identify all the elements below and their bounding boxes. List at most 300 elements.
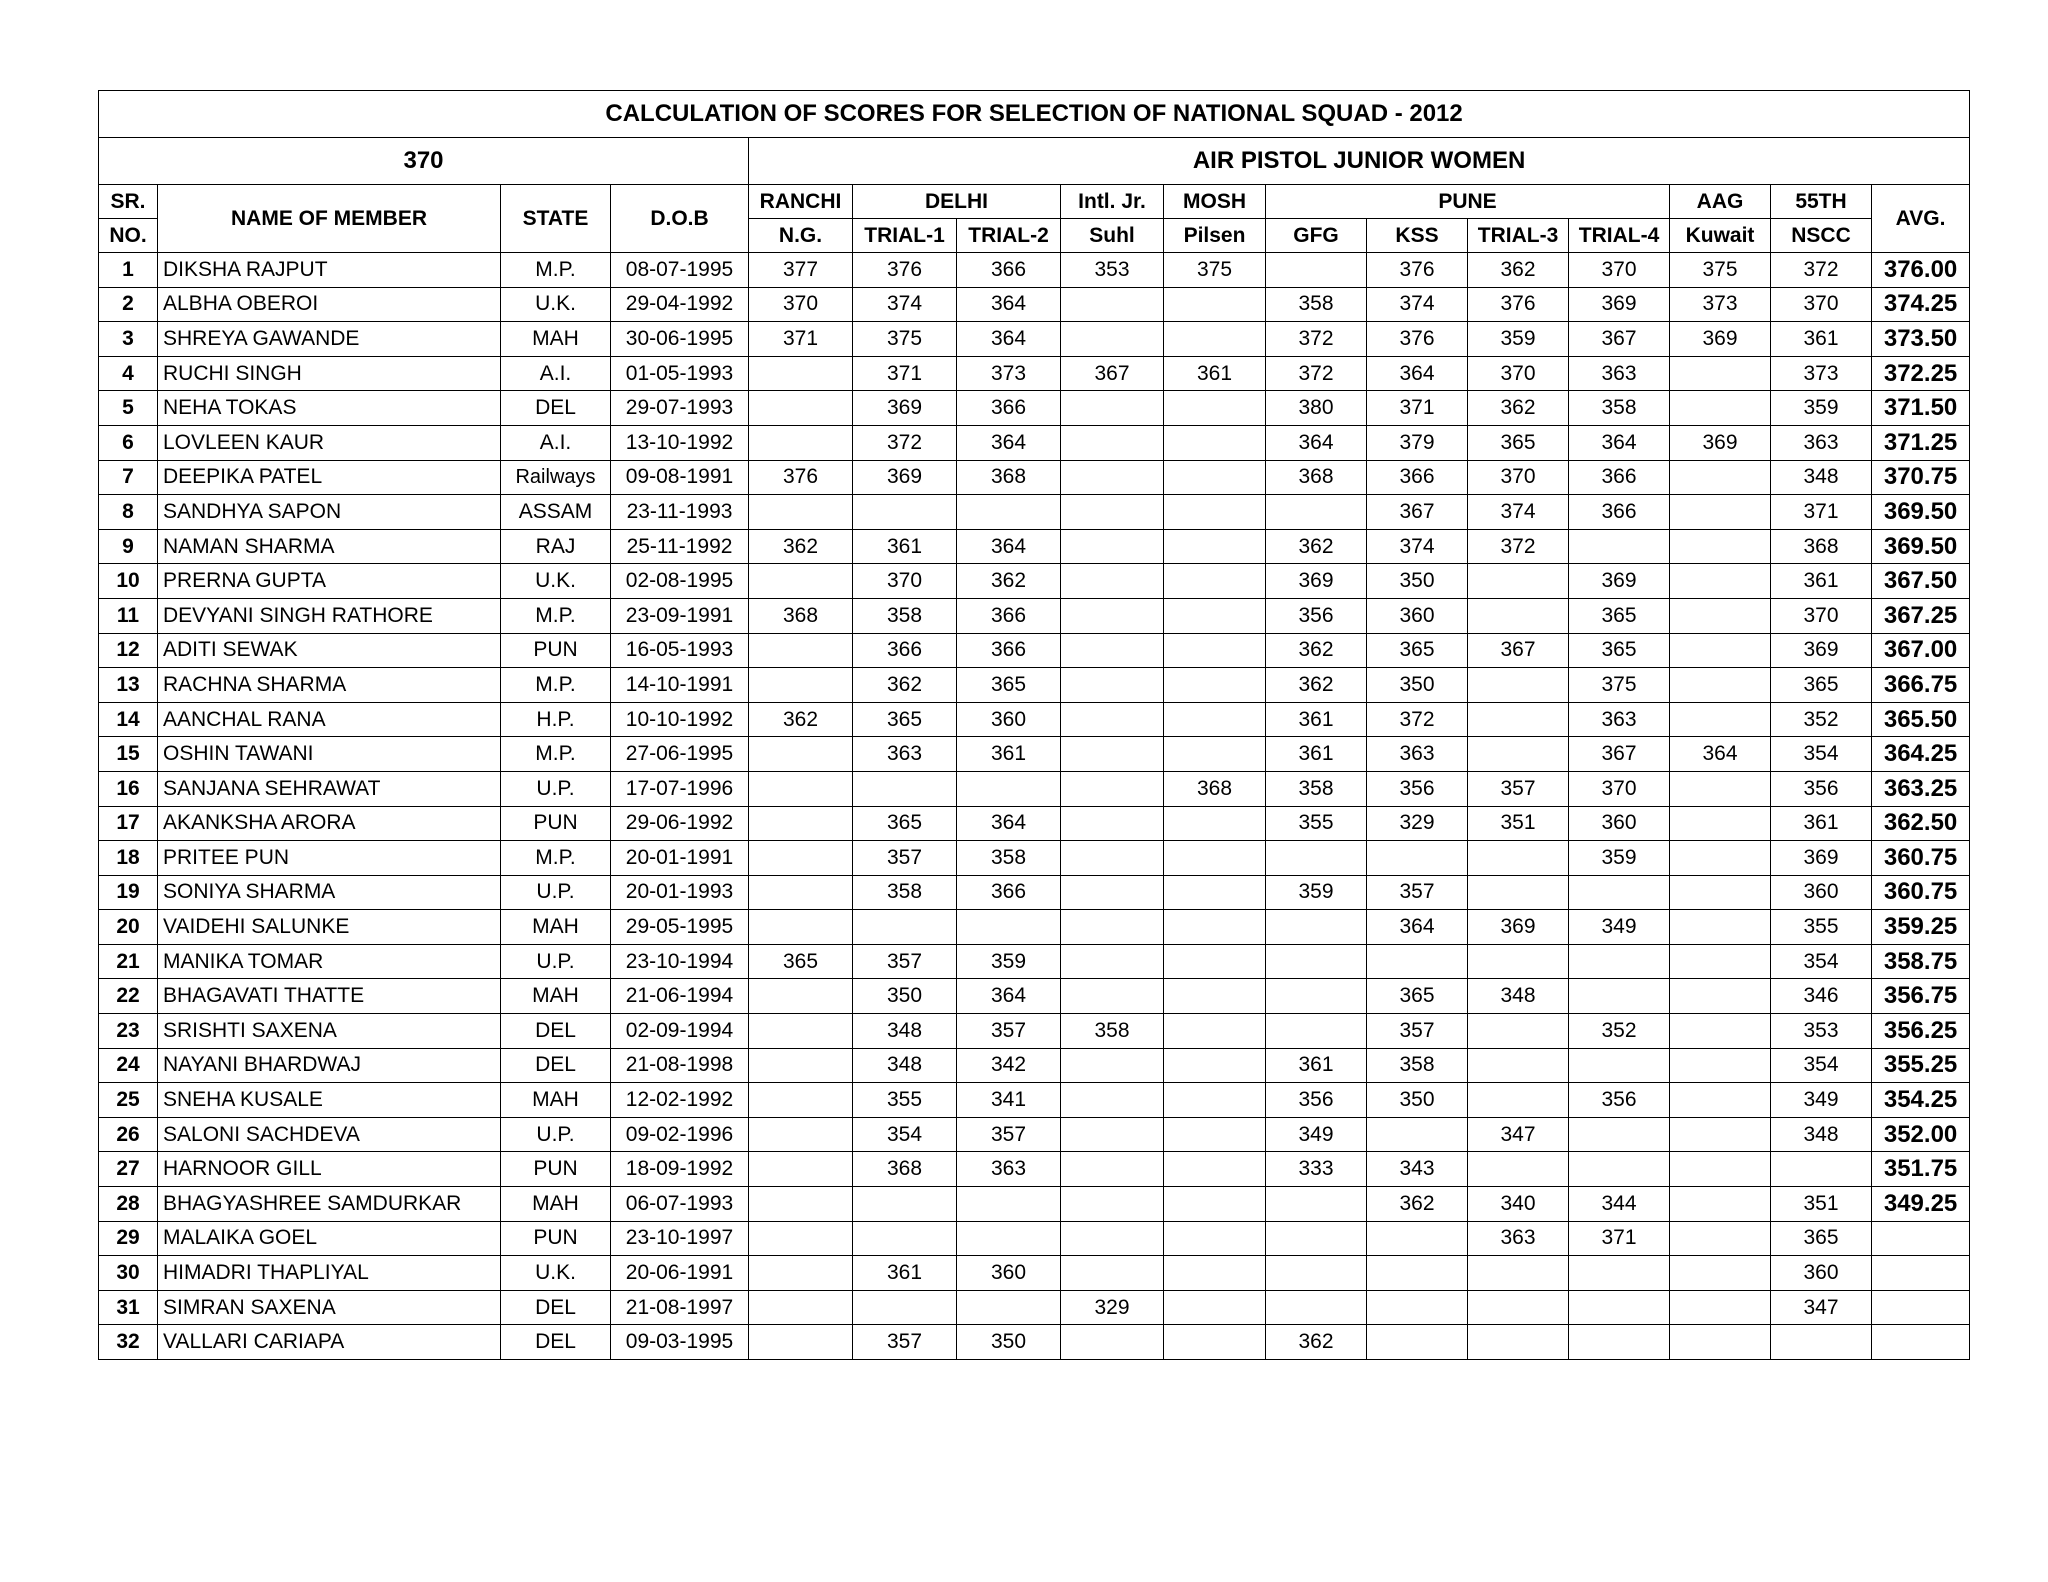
dob-cell: 29-07-1993 [611,391,749,426]
trial-3-score [1468,1152,1569,1187]
average-score: 369.50 [1872,529,1970,564]
dob-cell: 30-06-1995 [611,322,749,357]
table-row [99,529,1970,564]
nscc-score: 370 [1771,598,1872,633]
gfg-score: 362 [1266,1325,1367,1360]
pilsen-score [1164,1152,1266,1187]
nscc-score: 355 [1771,910,1872,945]
kss-score [1367,1290,1468,1325]
average-score: 351.75 [1872,1152,1970,1187]
kuwait-score [1670,979,1771,1014]
sr-cell: 24 [99,1048,158,1083]
pilsen-score [1164,875,1266,910]
kuwait-score [1670,1290,1771,1325]
trial-2-score: 341 [957,1083,1061,1118]
table-row [99,1048,1970,1083]
trial-1-score: 369 [853,391,957,426]
trial-2-score: 373 [957,356,1061,391]
gfg-score [1266,841,1367,876]
trial-1-score [853,1187,957,1222]
dob-cell: 02-09-1994 [611,1014,749,1049]
trial-2-score: 366 [957,598,1061,633]
kuwait-score: 369 [1670,425,1771,460]
trial-3-score [1468,737,1569,772]
member-name: AANCHAL RANA [158,702,501,737]
average-score [1872,1290,1970,1325]
kss-score: 379 [1367,425,1468,460]
trial-3-score: 370 [1468,356,1569,391]
trial-4-score [1569,875,1670,910]
average-score: 370.75 [1872,460,1970,495]
sr-cell: 12 [99,633,158,668]
trial-4-score: 367 [1569,322,1670,357]
member-name: RACHNA SHARMA [158,668,501,703]
trial-1-score: 376 [853,253,957,288]
gfg-score: 355 [1266,806,1367,841]
sr-cell: 8 [99,495,158,530]
header-aag: AAG [1670,185,1771,219]
pilsen-score [1164,495,1266,530]
pilsen-score [1164,391,1266,426]
table-row [99,1152,1970,1187]
member-name: SALONI SACHDEVA [158,1117,501,1152]
trial-1-score [853,771,957,806]
trial-3-score: 376 [1468,287,1569,322]
trial-1-score: 350 [853,979,957,1014]
trial-3-score: 362 [1468,253,1569,288]
suhl-score [1061,1083,1164,1118]
table-row [99,771,1970,806]
dob-cell: 06-07-1993 [611,1187,749,1222]
kuwait-score [1670,460,1771,495]
dob-cell: 23-11-1993 [611,495,749,530]
kuwait-score [1670,668,1771,703]
ranchi-ng-score [749,391,853,426]
average-score: 371.50 [1872,391,1970,426]
pilsen-score [1164,841,1266,876]
trial-4-score: 344 [1569,1187,1670,1222]
trial-2-score: 357 [957,1117,1061,1152]
kss-score [1367,1256,1468,1291]
average-score: 367.25 [1872,598,1970,633]
trial-3-score: 359 [1468,322,1569,357]
pilsen-score [1164,322,1266,357]
state-cell: DEL [501,391,611,426]
trial-1-score: 355 [853,1083,957,1118]
table-row [99,806,1970,841]
kss-score: 363 [1367,737,1468,772]
trial-2-score: 364 [957,529,1061,564]
dob-cell: 23-09-1991 [611,598,749,633]
kss-score: 360 [1367,598,1468,633]
state-cell: DEL [501,1014,611,1049]
table-row [99,668,1970,703]
suhl-score [1061,1187,1164,1222]
nscc-score [1771,1325,1872,1360]
member-name: DEEPIKA PATEL [158,460,501,495]
trial-1-score: 363 [853,737,957,772]
member-name: BHAGAVATI THATTE [158,979,501,1014]
trial-1-score: 365 [853,702,957,737]
sr-cell: 1 [99,253,158,288]
suhl-score [1061,944,1164,979]
trial-4-score: 365 [1569,633,1670,668]
kss-score [1367,841,1468,876]
sr-cell: 15 [99,737,158,772]
gfg-score: 361 [1266,737,1367,772]
state-cell: M.P. [501,841,611,876]
average-score: 359.25 [1872,910,1970,945]
pilsen-score [1164,425,1266,460]
kss-score: 357 [1367,875,1468,910]
state-cell: DEL [501,1290,611,1325]
trial-1-score: 370 [853,564,957,599]
trial-2-score: 360 [957,1256,1061,1291]
trial-2-score: 366 [957,875,1061,910]
state-cell: U.K. [501,564,611,599]
trial-2-score: 350 [957,1325,1061,1360]
trial-1-score: 358 [853,875,957,910]
average-score [1872,1256,1970,1291]
nscc-score: 351 [1771,1187,1872,1222]
kuwait-score [1670,1221,1771,1256]
ranchi-ng-score: 362 [749,702,853,737]
average-score: 356.75 [1872,979,1970,1014]
trial-4-score: 352 [1569,1014,1670,1049]
nscc-score: 348 [1771,1117,1872,1152]
sr-cell: 17 [99,806,158,841]
kuwait-score [1670,806,1771,841]
trial-1-score: 358 [853,598,957,633]
trial-1-score [853,1290,957,1325]
trial-2-score: 364 [957,979,1061,1014]
table-row [99,322,1970,357]
qualifying-score: 370 [99,138,749,185]
sr-cell: 19 [99,875,158,910]
table-row [99,253,1970,288]
sr-cell: 2 [99,287,158,322]
pilsen-score [1164,944,1266,979]
trial-3-score [1468,668,1569,703]
trial-3-score [1468,841,1569,876]
kuwait-score [1670,633,1771,668]
trial-1-score: 362 [853,668,957,703]
trial-3-score [1468,564,1569,599]
nscc-score: 359 [1771,391,1872,426]
ranchi-ng-score [749,668,853,703]
ranchi-ng-score [749,910,853,945]
header-trial-2: TRIAL-2 [957,219,1061,253]
trial-3-score: 367 [1468,633,1569,668]
state-cell: MAH [501,1187,611,1222]
table-row [99,944,1970,979]
average-score: 363.25 [1872,771,1970,806]
table-row [99,979,1970,1014]
kss-score: 374 [1367,529,1468,564]
ranchi-ng-score: 371 [749,322,853,357]
sr-cell: 26 [99,1117,158,1152]
trial-3-score [1468,1014,1569,1049]
suhl-score [1061,529,1164,564]
ranchi-ng-score [749,633,853,668]
trial-4-score [1569,1290,1670,1325]
trial-2-score [957,1187,1061,1222]
sr-cell: 13 [99,668,158,703]
nscc-score: 365 [1771,1221,1872,1256]
gfg-score [1266,944,1367,979]
header-delhi: DELHI [853,185,1061,219]
suhl-score [1061,771,1164,806]
state-cell: U.K. [501,287,611,322]
average-score [1872,1325,1970,1360]
nscc-score: 361 [1771,806,1872,841]
average-score: 352.00 [1872,1117,1970,1152]
kss-score: 365 [1367,979,1468,1014]
pilsen-score [1164,1256,1266,1291]
header-name: NAME OF MEMBER [158,185,501,253]
table-row [99,1221,1970,1256]
table-row [99,1290,1970,1325]
average-score: 355.25 [1872,1048,1970,1083]
dob-cell: 25-11-1992 [611,529,749,564]
trial-4-score [1569,529,1670,564]
trial-4-score: 349 [1569,910,1670,945]
kuwait-score: 369 [1670,322,1771,357]
ranchi-ng-score [749,1083,853,1118]
trial-4-score: 369 [1569,287,1670,322]
header-nscc-top: 55TH [1771,185,1872,219]
pilsen-score [1164,460,1266,495]
member-name: ADITI SEWAK [158,633,501,668]
member-name: SIMRAN SAXENA [158,1290,501,1325]
trial-2-score: 365 [957,668,1061,703]
state-cell: RAJ [501,529,611,564]
state-cell: DEL [501,1325,611,1360]
gfg-score [1266,979,1367,1014]
sr-cell: 9 [99,529,158,564]
gfg-score: 358 [1266,287,1367,322]
state-cell: U.P. [501,875,611,910]
header-ranchi: RANCHI [749,185,853,219]
header-intl-jr: Intl. Jr. [1061,185,1164,219]
trial-3-score: 357 [1468,771,1569,806]
average-score: 365.50 [1872,702,1970,737]
gfg-score: 356 [1266,1083,1367,1118]
pilsen-score [1164,1014,1266,1049]
trial-3-score [1468,1048,1569,1083]
gfg-score [1266,1256,1367,1291]
trial-4-score [1569,979,1670,1014]
header-trial-1: TRIAL-1 [853,219,957,253]
member-name: VALLARI CARIAPA [158,1325,501,1360]
trial-4-score [1569,1256,1670,1291]
pilsen-score [1164,702,1266,737]
kss-score [1367,1117,1468,1152]
trial-4-score: 356 [1569,1083,1670,1118]
state-cell: A.I. [501,356,611,391]
kss-score: 350 [1367,564,1468,599]
suhl-score [1061,910,1164,945]
suhl-score [1061,702,1164,737]
state-cell: PUN [501,1152,611,1187]
kuwait-score [1670,391,1771,426]
nscc-score: 361 [1771,564,1872,599]
sr-cell: 30 [99,1256,158,1291]
gfg-score [1266,253,1367,288]
kss-score [1367,944,1468,979]
pilsen-score [1164,1048,1266,1083]
gfg-score: 362 [1266,668,1367,703]
suhl-score: 329 [1061,1290,1164,1325]
table-row [99,1014,1970,1049]
ranchi-ng-score [749,1221,853,1256]
dob-cell: 21-06-1994 [611,979,749,1014]
kuwait-score [1670,564,1771,599]
pilsen-score [1164,529,1266,564]
average-score: 354.25 [1872,1083,1970,1118]
dob-cell: 27-06-1995 [611,737,749,772]
member-name: MALAIKA GOEL [158,1221,501,1256]
table-row [99,356,1970,391]
average-score: 362.50 [1872,806,1970,841]
table-row [99,564,1970,599]
dob-cell: 09-03-1995 [611,1325,749,1360]
header-pilsen: Pilsen [1164,219,1266,253]
trial-1-score [853,910,957,945]
dob-cell: 21-08-1997 [611,1290,749,1325]
dob-cell: 09-02-1996 [611,1117,749,1152]
kuwait-score: 364 [1670,737,1771,772]
kuwait-score [1670,1014,1771,1049]
suhl-score [1061,1256,1164,1291]
ranchi-ng-score [749,1117,853,1152]
state-cell: A.I. [501,425,611,460]
dob-cell: 09-08-1991 [611,460,749,495]
member-name: HARNOOR GILL [158,1152,501,1187]
average-score: 374.25 [1872,287,1970,322]
ranchi-ng-score [749,1325,853,1360]
nscc-score: 369 [1771,841,1872,876]
trial-3-score [1468,702,1569,737]
member-name: BHAGYASHREE SAMDURKAR [158,1187,501,1222]
trial-3-score [1468,1325,1569,1360]
kuwait-score [1670,495,1771,530]
average-score [1872,1221,1970,1256]
nscc-score: 354 [1771,737,1872,772]
kuwait-score [1670,841,1771,876]
dob-cell: 12-02-1992 [611,1083,749,1118]
kss-score: 372 [1367,702,1468,737]
suhl-score [1061,495,1164,530]
member-name: SRISHTI SAXENA [158,1014,501,1049]
table-row [99,287,1970,322]
trial-4-score [1569,944,1670,979]
kss-score: 358 [1367,1048,1468,1083]
suhl-score [1061,1325,1164,1360]
member-name: LOVLEEN KAUR [158,425,501,460]
suhl-score [1061,806,1164,841]
table-row [99,1187,1970,1222]
table-row [99,1083,1970,1118]
average-score: 358.75 [1872,944,1970,979]
kss-score: 350 [1367,668,1468,703]
ranchi-ng-score [749,737,853,772]
average-score: 369.50 [1872,495,1970,530]
kuwait-score [1670,1083,1771,1118]
sr-cell: 10 [99,564,158,599]
kss-score: 376 [1367,322,1468,357]
kuwait-score [1670,702,1771,737]
suhl-score [1061,668,1164,703]
trial-4-score: 375 [1569,668,1670,703]
kuwait-score [1670,1048,1771,1083]
dob-cell: 20-01-1993 [611,875,749,910]
trial-3-score: 370 [1468,460,1569,495]
member-name: HIMADRI THAPLIYAL [158,1256,501,1291]
pilsen-score [1164,1325,1266,1360]
average-score: 367.50 [1872,564,1970,599]
nscc-score: 354 [1771,1048,1872,1083]
dob-cell: 14-10-1991 [611,668,749,703]
trial-2-score: 361 [957,737,1061,772]
gfg-score: 380 [1266,391,1367,426]
average-score: 373.50 [1872,322,1970,357]
table-row [99,910,1970,945]
trial-1-score: 361 [853,529,957,564]
trial-1-score: 357 [853,1325,957,1360]
sr-cell: 6 [99,425,158,460]
suhl-score [1061,841,1164,876]
table-row [99,841,1970,876]
state-cell: M.P. [501,668,611,703]
pilsen-score [1164,1290,1266,1325]
trial-2-score [957,1290,1061,1325]
gfg-score [1266,1014,1367,1049]
state-cell: MAH [501,910,611,945]
trial-3-score [1468,1290,1569,1325]
gfg-score: 362 [1266,529,1367,564]
kuwait-score [1670,1152,1771,1187]
nscc-score: 368 [1771,529,1872,564]
ranchi-ng-score [749,771,853,806]
kss-score: 364 [1367,356,1468,391]
trial-1-score: 354 [853,1117,957,1152]
trial-2-score: 366 [957,633,1061,668]
suhl-score [1061,322,1164,357]
average-score: 360.75 [1872,841,1970,876]
state-cell: MAH [501,979,611,1014]
trial-3-score [1468,1256,1569,1291]
nscc-score: 347 [1771,1290,1872,1325]
sr-cell: 27 [99,1152,158,1187]
suhl-score [1061,564,1164,599]
event-name: AIR PISTOL JUNIOR WOMEN [749,138,1970,185]
trial-3-score: 374 [1468,495,1569,530]
state-cell: U.P. [501,771,611,806]
gfg-score: 361 [1266,1048,1367,1083]
member-name: ALBHA OBEROI [158,287,501,322]
header-avg: AVG. [1872,185,1970,253]
dob-cell: 16-05-1993 [611,633,749,668]
dob-cell: 10-10-1992 [611,702,749,737]
gfg-score [1266,1187,1367,1222]
ranchi-ng-score [749,356,853,391]
sr-cell: 22 [99,979,158,1014]
dob-cell: 23-10-1994 [611,944,749,979]
table-row [99,425,1970,460]
header-suhl: Suhl [1061,219,1164,253]
table-row [99,737,1970,772]
